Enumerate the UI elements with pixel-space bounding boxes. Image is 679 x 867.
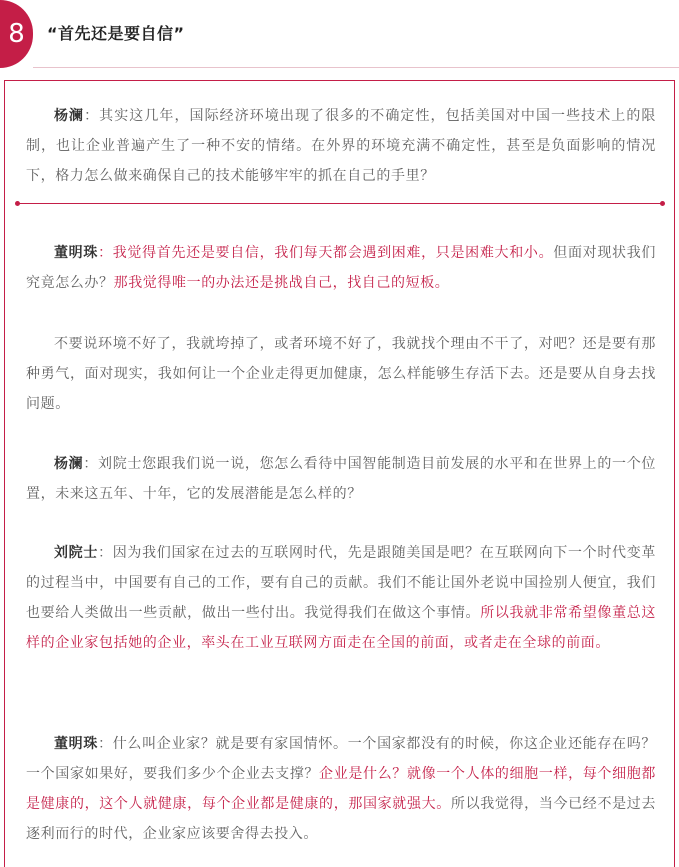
- speaker-name: 杨澜: [54, 456, 84, 472]
- speaker-name: 杨澜: [54, 108, 85, 124]
- highlighted-text: 所以我就非常希望像董总这样的企业家包括她的企业，率头在工业互联网方面走在全国的前面，或者走在全球的前面。: [26, 605, 656, 651]
- divider-line: [19, 203, 661, 204]
- speaker-name: 董明珠: [54, 245, 99, 261]
- paragraph-liu-academician-answer: [26, 538, 656, 658]
- paragraph-text: ：什么叫企业家？就是要有家国情怀。一个国家都没有的时候，你这企业还能存在吗？一个国家如果好，要我们多少个企业去支撑？: [26, 736, 656, 782]
- speaker-name: 刘院士: [54, 545, 99, 561]
- section-number-badge: 8: [0, 0, 33, 68]
- paragraph-text: ：其实这几年，国际经济环境出现了很多的不确定性，包括美国对中国一些技术上的限制，也让企业普遍产生了一种不安的情绪。在外界的环境充满不确定性，甚至是负面影响的情况下，格力怎么做来确保自己的技术能够牢牢的抓在自己的手里？: [26, 108, 656, 184]
- header-rule: [33, 67, 679, 68]
- paragraph-text: ：刘院士您跟我们说一说，您怎么看待中国智能制造目前发展的水平和在世界上的一个位置，未来这五年、十年，它的发展潜能是怎么样的？: [26, 456, 656, 502]
- paragraph-yang-lan-question-2: [26, 449, 656, 509]
- highlighted-text: 那我觉得唯一的办法还是挑战自己，找自己的短板。: [113, 275, 450, 291]
- divider: [15, 199, 665, 209]
- section-title: “首先还是要自信”: [47, 24, 185, 43]
- paragraph-dong-mingzhu-answer-1: [26, 238, 656, 298]
- paragraph-text: 所以我觉得，当今已经不是过去逐利而行的时代，企业家应该要舍得去投入。: [26, 796, 656, 842]
- paragraph-yang-lan-question-1: [26, 101, 656, 191]
- divider-dot-right: [660, 201, 665, 206]
- paragraph-dong-mingzhu-answer-2: [26, 729, 656, 849]
- paragraph-text: 但面对现状我们究竟怎么办？: [26, 245, 656, 291]
- speaker-name: 董明珠: [54, 736, 99, 752]
- section-header: [0, 0, 679, 70]
- paragraph-dong-mingzhu-continued: [26, 329, 656, 419]
- paragraph-text: 不要说环境不好了，我就垮掉了，或者环境不好了，我就找个理由不干了，对吧？还是要有那种勇气，面对现实，我如何让一个企业走得更加健康，怎么样能够生存活下去。还是要从自身去找问题。: [26, 336, 656, 412]
- paragraph-text: ：因为我们国家在过去的互联网时代，先是跟随美国是吧？在互联网向下一个时代变革的过程当中，中国要有自己的工作，要有自己的贡献。我们不能让国外老说中国捡别人便宜，我们也要给人类做出一些贡献，做出一些付出。我觉得我们在做这个事情。: [26, 545, 656, 621]
- highlighted-text: ：我觉得首先还是要自信，我们每天都会遇到困难，只是困难大和小。: [98, 245, 554, 261]
- highlighted-text: 企业是什么？就像一个人体的细胞一样，每个细胞都是健康的，这个人就健康，每个企业都是健康的，那国家就强大。: [26, 766, 656, 812]
